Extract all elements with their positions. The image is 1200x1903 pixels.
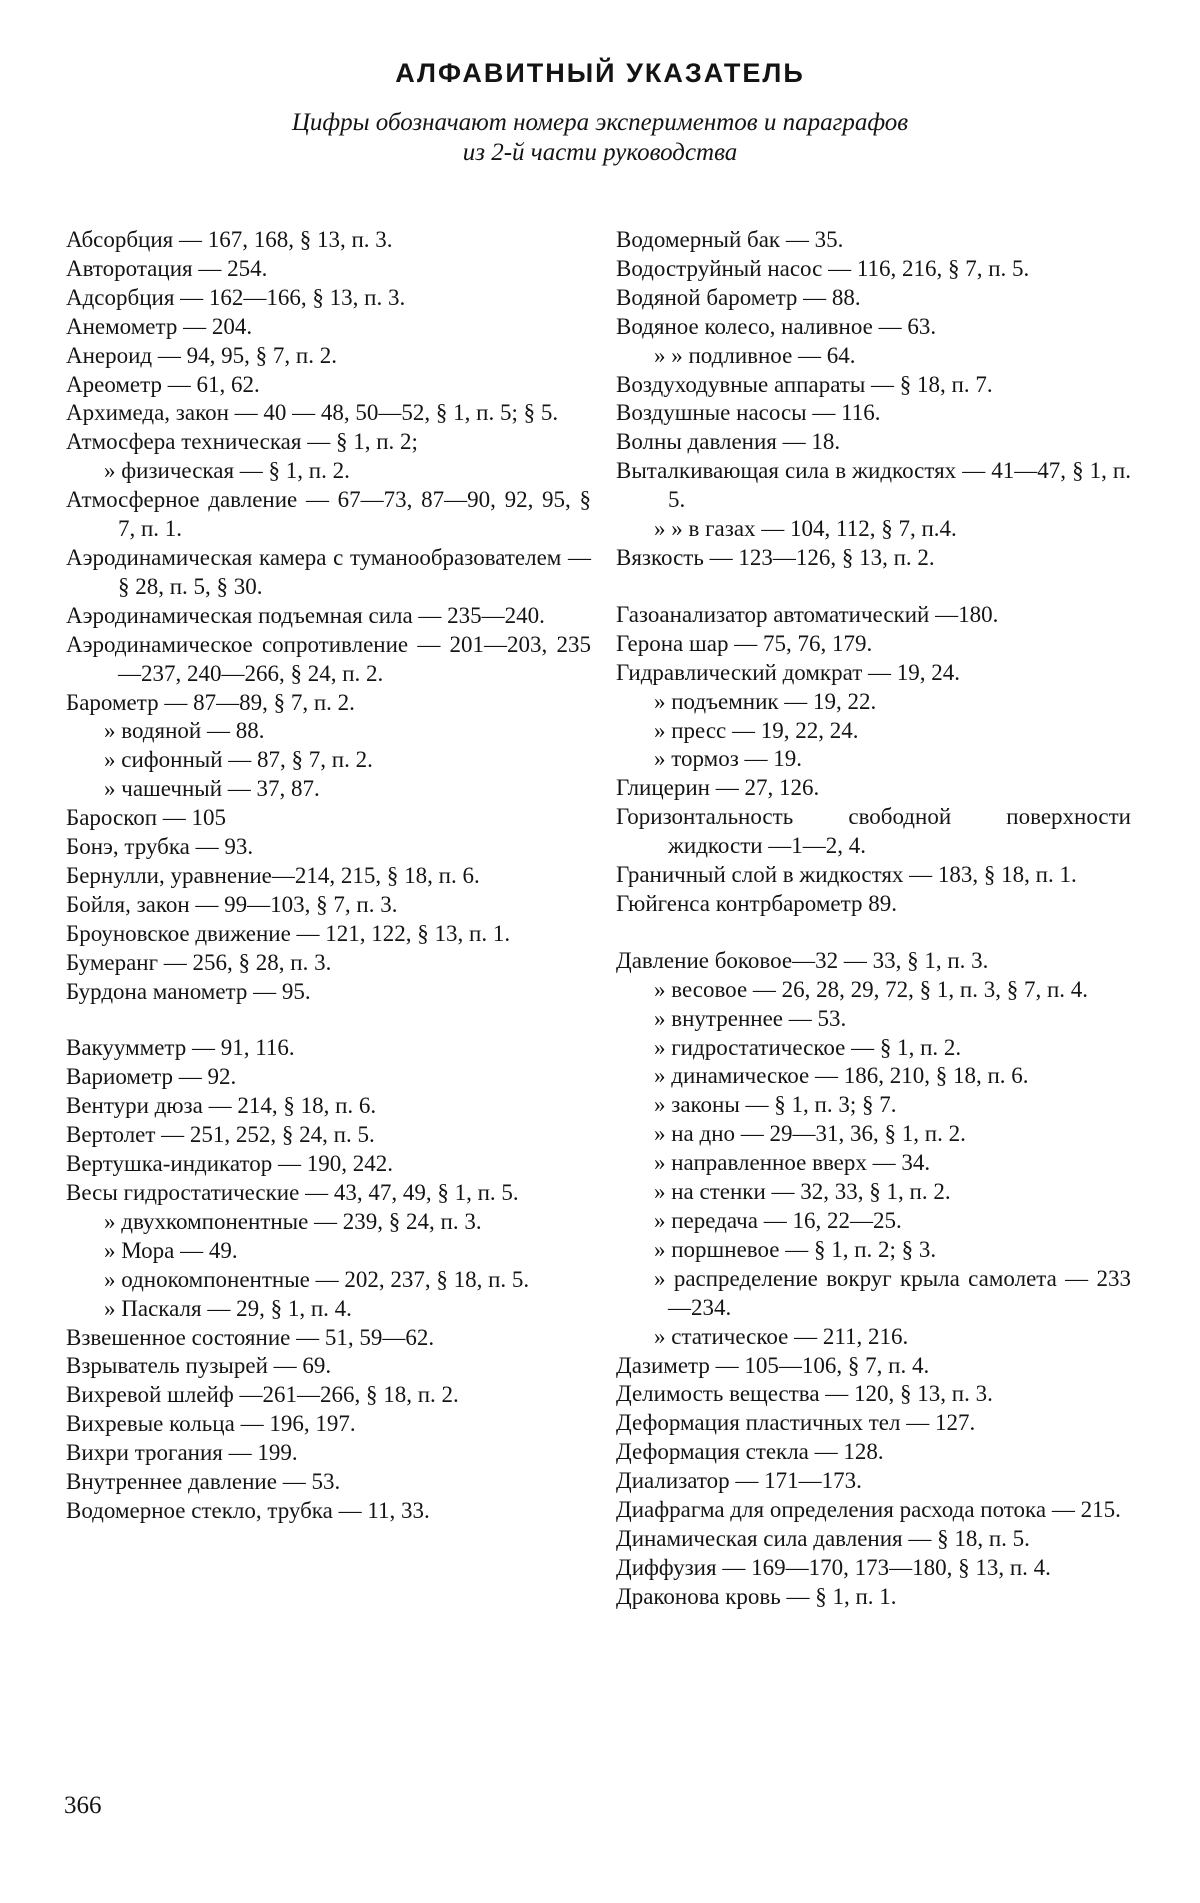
index-entry: Водомерный бак — 35. [616, 227, 844, 252]
index-entry: » » подливное — 64. [654, 342, 856, 368]
index-entry: Барометр — 87—89, § 7, п. 2. [66, 689, 355, 715]
index-entry: Бернулли, уравнение—214, 215, § 18, п. 6. [66, 862, 480, 888]
index-entry: Архимеда, закон — 40 — 48, 50—52, § 1, п. 5; § 5. [66, 400, 559, 426]
index-entry: Деформация пластичных тел — 127. [616, 1410, 976, 1436]
index-entry: » » в газах — 104, 112, § 7, п.4. [654, 516, 957, 542]
index-entry: » Паскаля — 29, § 1, п. 4. [104, 1295, 352, 1321]
index-entry: » чашечный — 37, 87. [104, 776, 320, 802]
index-entry: » статическое — 211, 216. [654, 1323, 909, 1349]
index-entry: Вихревой шлейф —261—266, § 18, п. 2. [66, 1382, 459, 1408]
index-entry: Адсорбция — 162—166, § 13, п. 3. [66, 284, 406, 310]
index-entry: » на дно — 29—31, 36, § 1, п. 2. [654, 1121, 966, 1147]
index-entry: » гидростатическое — § 1, п. 2. [654, 1034, 962, 1060]
index-entry: Броуновское движение — 121, 122, § 13, п. 1. [66, 920, 511, 946]
index-entry: Вакуумметр — 91, 116. [66, 1035, 295, 1061]
index-entry: » внутреннее — 53. [654, 1005, 847, 1031]
index-entry: Вертолет — 251, 252, § 24, п. 5. [66, 1122, 375, 1148]
index-entry: Гидравлический домкрат — 19, 24. [616, 659, 960, 685]
page-number: 366 [64, 1792, 102, 1819]
index-entry: Герона шар — 75, 76, 179. [616, 630, 873, 656]
index-entry: » динамическое — 186, 210, § 18, п. 6. [654, 1063, 1029, 1089]
index-entry: Газоанализатор автоматический —180. [616, 601, 999, 627]
index-entry: Вертушка-индикатор — 190, 242. [66, 1151, 393, 1177]
index-entry: Аэродинамическая подъемная сила — 235—240. [66, 602, 545, 628]
index-entry: Вихревые кольца — 196, 197. [66, 1411, 356, 1437]
index-entry: » пресс — 19, 22, 24. [654, 717, 859, 743]
index-entry: Вязкость — 123—126, § 13, п. 2. [616, 544, 935, 570]
index-entry: Водомерное стекло, трубка — 11, 33. [66, 1497, 430, 1523]
index-entry: Диализатор — 171—173. [616, 1468, 862, 1494]
index-entry: Граничный слой в жидкостях — 183, § 18, п. 1. [616, 862, 1077, 888]
index-entry: Водяное колесо, наливное — 63. [616, 313, 937, 339]
index-entry: » водяной — 88. [104, 718, 265, 744]
index-entry: Бумеранг — 256, § 28, п. 3. [66, 949, 332, 975]
index-entry: » на стенки — 32, 33, § 1, п. 2. [654, 1179, 951, 1205]
index-entry: Глицерин — 27, 126. [616, 775, 820, 801]
subtitle-line: Цифры обозначают номера экспериментов и параграфов [291, 109, 909, 136]
index-entry: Динамическая сила давления — § 18, п. 5. [616, 1525, 1030, 1551]
index-entry: Воздуходувные аппараты — § 18, п. 7. [616, 371, 993, 397]
index-entry: Авторотация — 254. [66, 255, 268, 281]
index-entry: Деформация стекла — 128. [616, 1439, 884, 1465]
index-entry: » однокомпонентные — 202, 237, § 18, п. 5. [104, 1266, 530, 1292]
index-entry: Бароскоп — 105 [66, 805, 227, 831]
index-entry: Водоструйный насос — 116, 216, § 7, п. 5. [616, 255, 1030, 281]
index-entry: Вентури дюза — 214, § 18, п. 6. [66, 1093, 377, 1119]
index-entry: Ареометр — 61, 62. [66, 371, 260, 397]
index-entry: Анемометр — 204. [66, 313, 253, 339]
index-entry: Диафрагма для определения расхода потока — 215. [616, 1497, 1121, 1523]
index-entry: Воздушные насосы — 116. [616, 400, 881, 426]
index-entry: » распределение вокруг крыла самолета — 233—234. [654, 1265, 1131, 1320]
index-entry: Давление боковое—32 — 33, § 1, п. 3. [616, 947, 989, 973]
index-entry: » Мора — 49. [104, 1237, 238, 1263]
index-entry: » сифонный — 87, § 7, п. 2. [104, 747, 373, 773]
index-entry: » направленное вверх — 34. [654, 1150, 931, 1176]
index-entry: Волны давления — 18. [616, 429, 841, 455]
index-entry: Бурдона манометр — 95. [66, 978, 311, 1004]
index-entry: Взвешенное состояние — 51, 59—62. [66, 1324, 435, 1350]
index-column-right [616, 226, 1131, 1612]
index-entry: » передача — 16, 22—25. [654, 1208, 902, 1233]
index-entry: » физическая — § 1, п. 2. [104, 458, 350, 484]
index-entry: Аэродинамическая камера с туманообразователем — § 28, п. 5, § 30. [66, 544, 591, 599]
index-entry: Вариометр — 92. [66, 1064, 237, 1090]
page-title: АЛФАВИТНЫЙ УКАЗАТЕЛЬ [395, 58, 805, 88]
index-entry: » двухкомпонентные — 239, § 24, п. 3. [104, 1208, 482, 1234]
index-entry: Бойля, закон — 99—103, § 7, п. 3. [66, 891, 398, 917]
index-entry: Гюйгенса контрбарометр 89. [616, 890, 897, 916]
index-entry: Выталкивающая сила в жидкостях — 41—47, § 1, п. 5. [616, 458, 1131, 513]
index-entry: » тормоз — 19. [654, 746, 803, 772]
subtitle-line: из 2-й части руководства [462, 139, 738, 166]
index-entry: Дазиметр — 105—106, § 7, п. 4. [616, 1352, 930, 1378]
index-entry: » поршневое — § 1, п. 2; § 3. [654, 1236, 937, 1262]
index-entry: Анероид — 94, 95, § 7, п. 2. [66, 342, 337, 368]
index-entry: Абсорбция — 167, 168, § 13, п. 3. [66, 227, 393, 252]
index-entry: Внутреннее давление — 53. [66, 1469, 341, 1495]
index-entry: » подъемник — 19, 22. [654, 688, 877, 714]
index-entry: Взрыватель пузырей — 69. [66, 1353, 332, 1379]
index-entry: Аэродинамическое сопротивление — 201—203, 235—237, 240—266, § 24, п. 2. [66, 631, 591, 686]
index-entry: » законы — § 1, п. 3; § 7. [654, 1092, 897, 1118]
index-entry: Водяной барометр — 88. [616, 284, 861, 310]
page-subtitle [0, 108, 1200, 168]
index-entry: Весы гидростатические — 43, 47, 49, § 1, п. 5. [66, 1180, 519, 1205]
index-entry: Горизонтальность свободной поверхности жидкости —1—2, 4. [616, 804, 1131, 859]
index-entry: Атмосферное давление — 67—73, 87—90, 92, 95, § 7, п. 1. [66, 487, 591, 542]
index-entry: Атмосфера техническая — § 1, п. 2; [66, 429, 418, 455]
index-column-left [66, 226, 591, 1526]
index-entry: Драконова кровь — § 1, п. 1. [616, 1583, 897, 1609]
index-entry: Диффузия — 169—170, 173—180, § 13, п. 4. [616, 1554, 1051, 1580]
index-entry: Делимость вещества — 120, § 13, п. 3. [616, 1381, 993, 1407]
index-entry: Бонэ, трубка — 93. [66, 834, 254, 860]
index-entry: Вихри трогания — 199. [66, 1440, 298, 1466]
index-entry: » весовое — 26, 28, 29, 72, § 1, п. 3, § 7, п. 4. [654, 976, 1089, 1002]
